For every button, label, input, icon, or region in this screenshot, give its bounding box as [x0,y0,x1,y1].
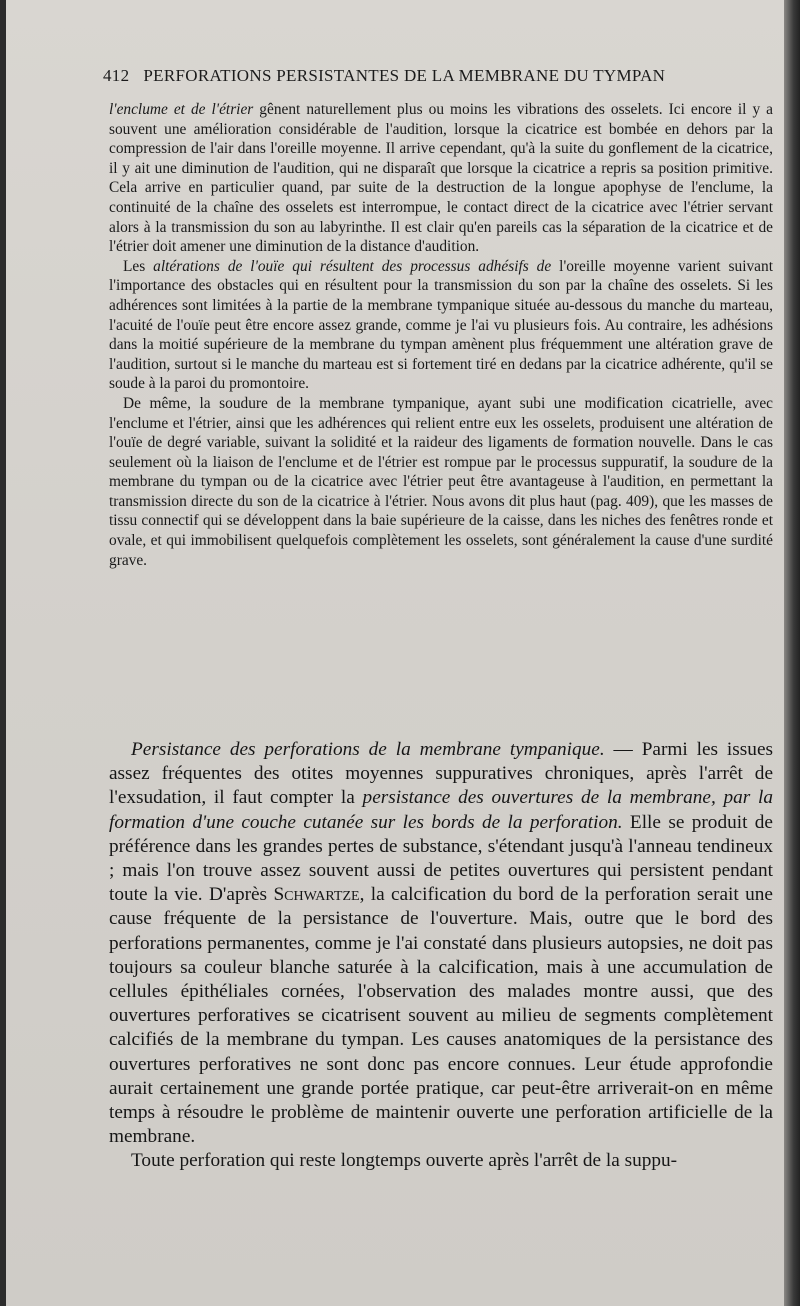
paragraph: De même, la soudure de la membrane tympanique, ayant subi une modification cicatrielle, avec l'enclume et l'étrier, ainsi que les adhérences qui relient entre eux les osselets, produisent une altération de l'ouïe de degré variable, suivant la solidité et la raideur des ligaments de formation nouvelle. Dans le cas seulement où la liaison de l'enclume et de l'étrier est rompue par le processus suppuratif, la soudure de la membrane du tympan ou de la cicatrice avec l'étrier peut être avantageuse à l'audition, en permettant la transmission directe du son de la cicatrice à l'étrier. Nous avons dit plus haut (pag. 409), que les masses de tissu connectif qui se développent dans la baie supérieure de la caisse, dans les niches des fenêtres ronde et ovale, et qui immobilisent quelquefois complètement les osselets, sont généralement la cause d'une surdité grave. [109,394,773,569]
paragraph-text: l'oreille moyenne varient suivant l'importance des obstacles qui en résultent pour la transmission du son par la chaîne des osselets. Si les adhérences sont limitées à la partie de la membrane tympanique située au-dessous du manche du marteau, l'acuité de l'ouïe peut être encore assez grande, comme je l'ai vu plusieurs fois. Au contraire, les adhésions dans la moitié supérieure de la membrane du tympan amènent plus fréquemment une altération grave de l'audition, surtout si le manche du marteau est si fortement tiré en dedans par la cicatrice adhérente, qu'il se soude à la paroi du promontoire. [109,257,773,393]
page-edge-shadow [784,0,800,1306]
running-header [103,66,733,86]
paragraph [109,257,773,394]
section-heading: Persistance des perforations de la membrane tympanique. [131,739,605,760]
section-adhesions [109,100,773,570]
paragraph-text: Les [123,257,154,275]
author-name: Schwartze [273,884,360,906]
italic-phrase: persistance des ouvertures de la membrane, par la formation d'une couche cutanée sur les bords de la perforation. [109,787,773,833]
paragraph-text: Elle se produit de préférence dans les grandes pertes de substance, s'étendant jusqu'à l'anneau tendineux ; mais l'on trouve assez souvent aussi de petites ouvertures qui persistent pendant toute la vie. D'après [109,811,773,906]
running-title: PERFORATIONS PERSISTANTES DE LA MEMBRANE DU TYMPAN [143,66,666,85]
section-persistent-perforations [109,738,773,1174]
paragraph: Toute perforation qui reste longtemps ouverte après l'arrêt de la suppu- [131,1150,678,1172]
italic-phrase: altérations de l'ouïe qui résultent des processus adhésifs de [153,257,552,275]
dash: — [604,739,642,760]
paragraph-text: , la calcification du bord de la perforation serait une cause fréquente de la persistance de l'ouverture. Mais, outre que le bord des perforations permanentes, comme je l'ai constaté dans plusieurs autopsies, ne doit pas toujours sa couleur blanche saturée à la calcification, mais à une accumulation de cellules épithéliales cornées, l'observation des malades montre aussi, que des ouvertures perforatives se cicatrisent souvent au milieu de segments complètement calcifiés de la membrane du tympan. Les causes anatomiques de la persistance des ouvertures perforatives ne sont donc pas encore connues. Leur étude approfondie aurait certainement une grande portée pratique, car peut-être arriverait-on en même temps à résoudre le problème de maintenir ouverte une perforation artificielle de la membrane. [109,884,773,1148]
book-page [6,0,784,1306]
paragraph-text: Parmi les issues assez fréquentes des otites moyennes suppuratives chroniques, après l'arrêt de l'exsudation, il faut compter la [109,739,774,809]
page-number: 412 [103,66,130,85]
paragraph [109,738,773,1149]
paragraph-text: gênent naturellement plus ou moins les vibrations des osselets. Ici encore il y a souvent une amélioration considérable de l'audition, lorsque la cicatrice est bombée en dehors par la compression de l'air dans l'oreille moyenne. Il arrive cependant, qu'à la suite du gonflement de la cicatrice, il y ait une diminution de l'audition, qui ne disparaît que lorsque la cicatrice a repris sa position primitive. Cela arrive en particulier quand, par suite de la destruction de la longue apophyse de l'enclume, la continuité de la chaîne des osselets est interrompue, le contact direct de la cicatrice avec l'étrier servant alors à la transmission du son au labyrinthe. Il est clair qu'en pareils cas la séparation de la cicatrice et de l'étrier doit amener une diminution de la distance d'audition. [109,101,773,256]
paragraph [109,100,773,257]
italic-lead: l'enclume et de l'étrier [109,101,254,118]
